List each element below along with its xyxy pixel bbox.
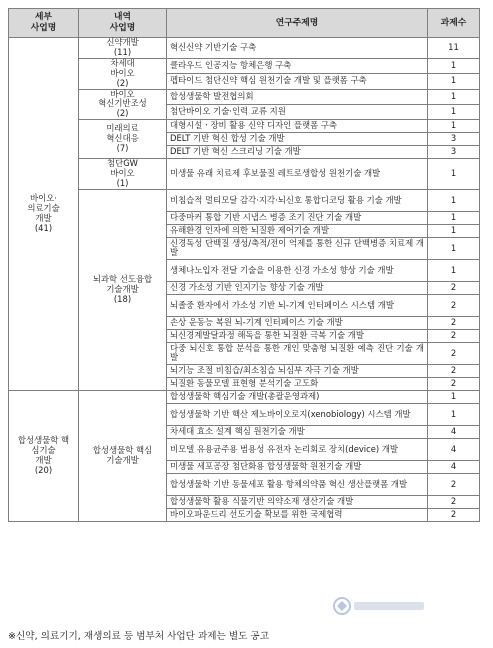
task-count-cell: 1: [428, 211, 480, 224]
research-topic-cell: [167, 316, 428, 329]
task-count-cell: 1: [428, 224, 480, 237]
research-topic-text: 미생물 세포공장 첨단화용 합성생물학 원천기술 개발: [170, 461, 362, 472]
research-topic-text: 첨단바이오 기술·인력 교류 지원: [170, 106, 286, 117]
research-topic-text: 뇌졸중 환자에서 가소성 기반 뇌-기계 인터페이스 시스템 개발: [170, 299, 394, 310]
research-topic-text: 합성생물학 핵심기술 개발(총괄운영과제): [170, 391, 320, 402]
table-row: [9, 38, 480, 59]
task-count-cell: 1: [428, 403, 480, 425]
header-detail-project: 내역 사업명: [79, 9, 167, 38]
research-topic-text: 미생물 유래 치료제 후보물질 레트로생합성 원천기술 개발: [170, 168, 381, 179]
task-count-cell: 1: [428, 74, 480, 89]
table-row: [9, 159, 480, 190]
research-topic-cell: [167, 146, 428, 159]
research-topic-text: 손상 운동능 복원 뇌-기계 인터페이스 기술 개발: [170, 317, 343, 328]
task-count-cell: 2: [428, 294, 480, 316]
footnote: ※신약, 의료기기, 재생의료 등 범부처 사업단 과제는 별도 공고: [8, 631, 269, 642]
research-topic-text: 대형시설ㆍ장비 활용 신약 디자인 플랫폼 구축: [170, 120, 338, 131]
research-topic-text: 다중 뇌신호 통합 분석을 통한 개인 맞춤형 뇌질환 예측 진단 기술 개발: [170, 342, 424, 363]
detail-project-cell: 차세대 바이오 (2): [79, 58, 167, 89]
task-count-cell: 11: [428, 38, 480, 59]
research-topic-text: 뇌신경계발달과정 해독을 통한 뇌질환 극복 기술 개발: [170, 330, 364, 341]
research-topic-cell: [167, 159, 428, 190]
research-topic-cell: [167, 390, 428, 403]
research-topic-text: 차세대 효소 설계 핵심 원천기술 개발: [170, 426, 305, 437]
task-count-cell: 1: [428, 89, 480, 104]
research-topic-text: 합성생물학 기반 핵산 제노바이오로지(xenobiology) 시스템 개발: [170, 408, 411, 419]
research-topic-cell: [167, 425, 428, 438]
task-count-cell: 4: [428, 425, 480, 438]
task-count-cell: 4: [428, 438, 480, 460]
research-topic-cell: [167, 120, 428, 133]
research-topic-text: 합성생물학 활용 식물기반 의약소재 생산기술 개발: [170, 496, 354, 507]
research-topic-cell: [167, 58, 428, 73]
research-topic-cell: [167, 342, 428, 364]
detail-project-cell: 합성생물학 핵심 기술개발: [79, 390, 167, 521]
research-topic-text: DELT 기반 혁신 스크리닝 기술 개발: [170, 146, 301, 157]
research-topic-text: 다중마커 통합 기반 시냅스 병증 조기 진단 기술 개발: [170, 212, 362, 223]
table-row: [9, 189, 480, 211]
research-topic-cell: [167, 189, 428, 211]
research-topic-text: 신경 가소성 기반 인지기능 향상 기술 개발: [170, 282, 324, 293]
table-row: [9, 89, 480, 104]
research-topic-cell: [167, 224, 428, 237]
task-count-cell: 3: [428, 133, 480, 146]
watermark-logo-icon: [332, 596, 428, 616]
task-count-cell: 3: [428, 146, 480, 159]
task-count-cell: 1: [428, 159, 480, 190]
research-topic-text: 신경독성 단백질 생성/축적/전이 억제를 통한 신규 단백병증 치료제 개발: [170, 237, 424, 258]
research-topic-cell: [167, 495, 428, 508]
research-topic-cell: [167, 473, 428, 495]
task-count-cell: 2: [428, 473, 480, 495]
research-topic-cell: [167, 89, 428, 104]
research-topic-text: 비모델 유용균주용 범용성 유전자 논리회로 장치(device) 개발: [170, 443, 399, 454]
detail-project-cell: 뇌과학 선도융합 기술개발 (18): [79, 189, 167, 390]
task-count-cell: 1: [428, 120, 480, 133]
task-count-cell: 2: [428, 342, 480, 364]
research-topic-text: 펩타이드 첨단신약 핵심 원천기술 개발 및 플랫폼 구축: [170, 75, 367, 86]
research-topic-text: 비침습적 멀티모달 감각·지각·뇌신호 통합디코딩 활용 기술 개발: [170, 194, 402, 205]
table-header-row: [9, 9, 480, 38]
research-topic-cell: [167, 74, 428, 89]
research-topic-cell: [167, 508, 428, 521]
research-topic-cell: [167, 460, 428, 473]
task-count-cell: 1: [428, 259, 480, 281]
research-topic-cell: [167, 403, 428, 425]
research-topic-cell: [167, 438, 428, 460]
detail-project-cell: 바이오 혁신기반조성 (2): [79, 89, 167, 120]
detail-project-cell: 첨단GW 바이오 (1): [79, 159, 167, 190]
task-count-cell: 1: [428, 390, 480, 403]
research-topic-cell: [167, 377, 428, 390]
task-count-cell: 1: [428, 237, 480, 259]
research-topics-table: [8, 8, 480, 522]
research-topic-cell: [167, 237, 428, 259]
header-task-count: 과제수: [428, 9, 480, 38]
research-topic-text: 뇌질환 동물모델 표현형 분석기술 고도화: [170, 378, 319, 389]
research-topic-text: 유해환경 인자에 의한 뇌질환 제어기술 개발: [170, 225, 329, 236]
research-topic-text: 바이오파운드리 선도기술 확보를 위한 국제협력: [170, 509, 343, 520]
research-topic-text: 혁신신약 기반기술 구축: [170, 41, 257, 52]
table-row: [9, 58, 480, 73]
header-sub-project: 세부 사업명: [9, 9, 79, 38]
detail-project-cell: 미래의료 혁신대응 (7): [79, 120, 167, 159]
research-topic-cell: [167, 259, 428, 281]
sub-project-cell: 바이오· 의료기술 개발 (41): [9, 38, 79, 391]
research-topic-cell: [167, 133, 428, 146]
task-count-cell: 1: [428, 104, 480, 119]
table-row: [9, 390, 480, 403]
task-count-cell: 2: [428, 508, 480, 521]
task-count-cell: 1: [428, 189, 480, 211]
task-count-cell: 4: [428, 460, 480, 473]
research-topic-cell: [167, 211, 428, 224]
research-topic-text: 클라우드 인공지능 항체은행 구축: [170, 60, 292, 71]
task-count-cell: 2: [428, 329, 480, 342]
research-topic-text: DELT 기반 혁신 합성 기술 개발: [170, 133, 285, 144]
research-topic-cell: [167, 281, 428, 294]
research-topic-text: 뇌기능 조절 비침습/최소침습 뇌심부 자극 기술 개발: [170, 365, 359, 376]
research-topic-cell: [167, 294, 428, 316]
task-count-cell: 1: [428, 58, 480, 73]
research-topic-cell: [167, 104, 428, 119]
research-topic-cell: [167, 364, 428, 377]
sub-project-cell: 합성생물학 핵 심기술 개발 (20): [9, 390, 79, 521]
task-count-cell: 2: [428, 316, 480, 329]
task-count-cell: 2: [428, 495, 480, 508]
header-research-topic: 연구주제명: [167, 9, 428, 38]
table-body: [9, 38, 480, 522]
research-topic-text: 합성생물학 기반 동물세포 활용 항체의약품 혁신 생산플랫폼 개발: [170, 478, 408, 489]
detail-project-cell: 신약개발 (11): [79, 38, 167, 59]
research-topic-cell: [167, 329, 428, 342]
research-topic-text: 합성생물학 발전협의회: [170, 90, 254, 101]
table-row: [9, 120, 480, 133]
research-topic-cell: [167, 38, 428, 59]
research-topic-text: 생체나노입자 전달 기술을 이용한 신경 가소성 향상 기술 개발: [170, 264, 394, 275]
task-count-cell: 2: [428, 364, 480, 377]
task-count-cell: 2: [428, 377, 480, 390]
task-count-cell: 2: [428, 281, 480, 294]
